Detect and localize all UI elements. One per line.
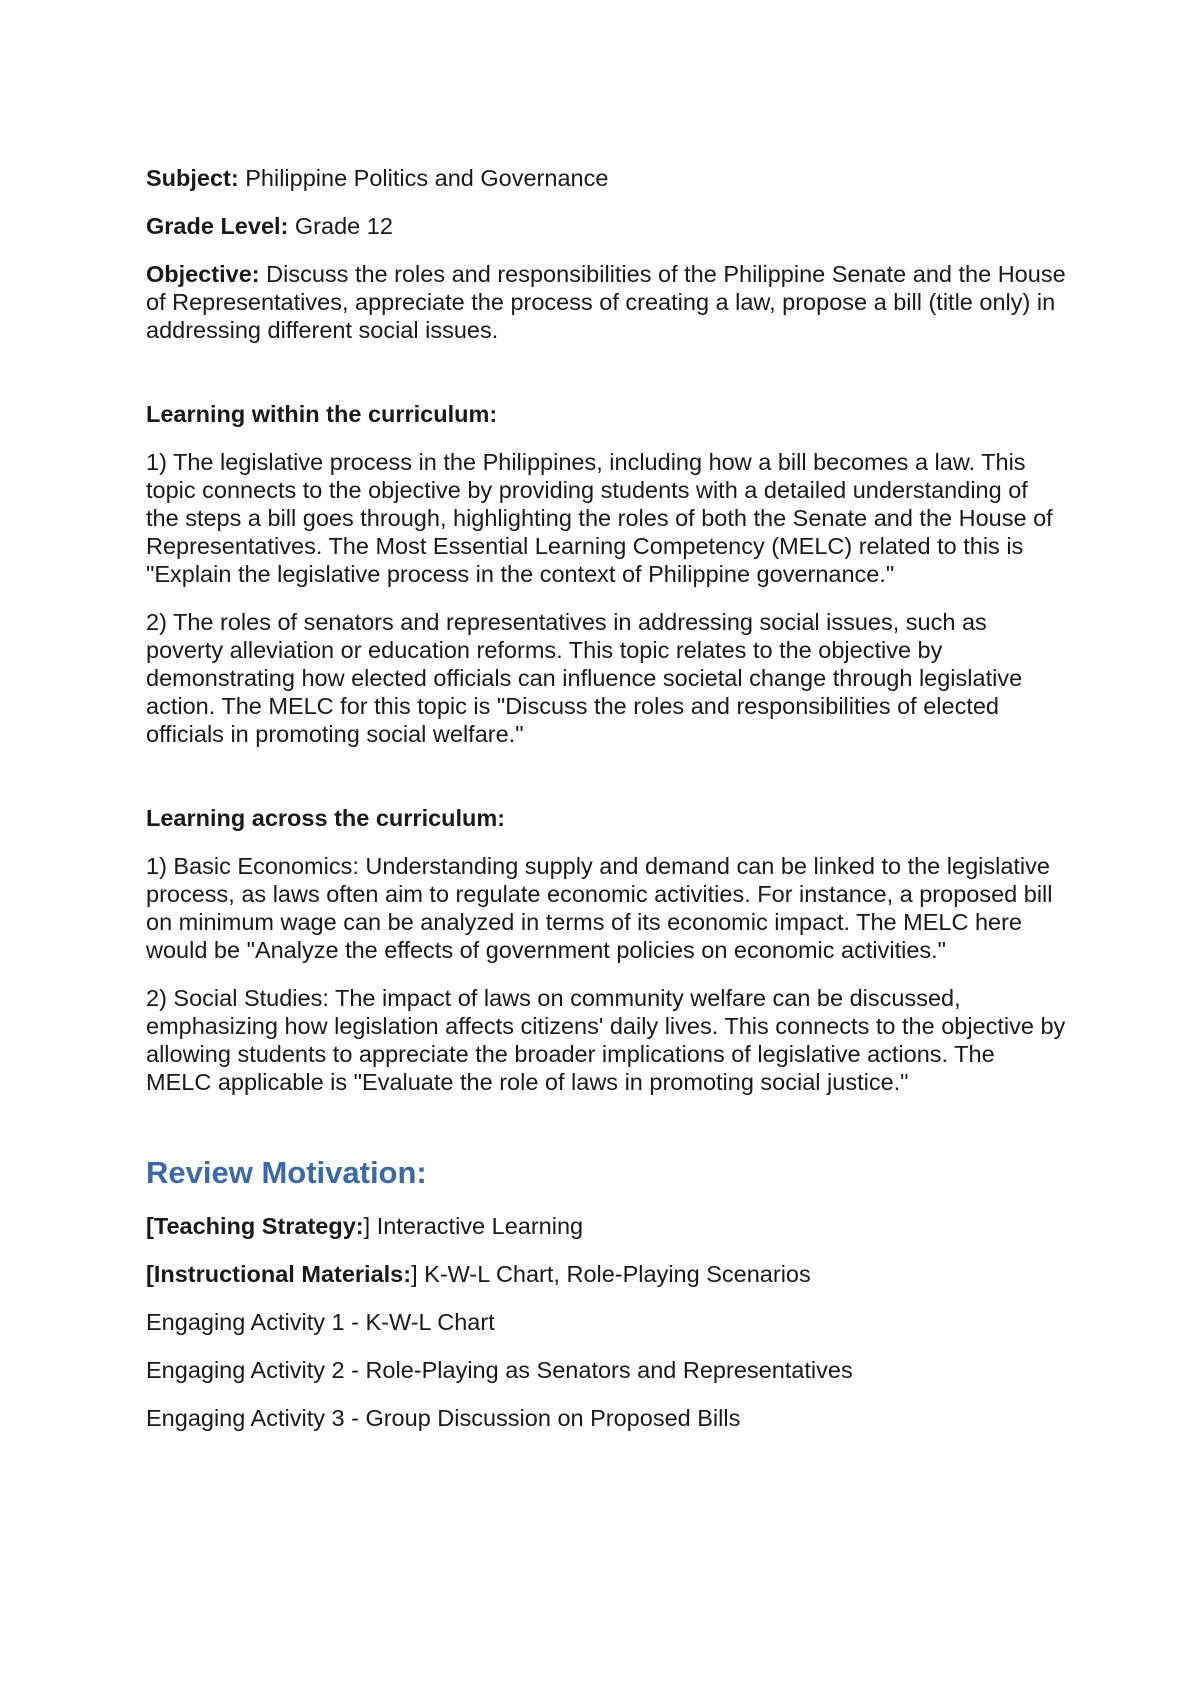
- instructional-materials-open: [: [146, 1261, 154, 1287]
- across-item-1: 1) Basic Economics: Understanding supply and demand can be linked to the legislative process, as laws often aim to regulate economic activities. For instance, a proposed bill on minimum wage can be analyzed in terms of its economic impact. The MELC here would be "Analyze the effects of government policies on economic activities.": [146, 853, 1053, 963]
- grade-level-line: [146, 212, 1066, 240]
- grade-level-label: Grade Level:: [146, 213, 289, 239]
- objective-label: Objective:: [146, 261, 260, 287]
- teaching-strategy-line: [146, 1212, 1066, 1240]
- review-motivation-heading: Review Motivation:: [146, 1155, 427, 1190]
- document-page: [146, 164, 1066, 1452]
- objective-line: [146, 260, 1066, 344]
- across-item-2: 2) Social Studies: The impact of laws on community welfare can be discussed, emphasizing how legislation affects citizens' daily lives. This connects to the objective by allowing students to appreciate the broader implications of legislative actions. The MELC applicable is "Evaluate the role of laws in promoting social justice.": [146, 985, 1066, 1095]
- instructional-materials-value: K-W-L Chart, Role-Playing Scenarios: [417, 1261, 811, 1287]
- instructional-materials-label: Instructional Materials:: [153, 1261, 412, 1287]
- instructional-materials-line: [146, 1260, 1066, 1288]
- objective-value: Discuss the roles and responsibilities of the Philippine Senate and the House of Representatives, appreciate the process of creating a law, propose a bill (title only) in addressing different social issues.: [146, 261, 1066, 343]
- across-curriculum-heading: Learning across the curriculum:: [146, 805, 506, 831]
- grade-level-value: Grade 12: [294, 213, 393, 239]
- teaching-strategy-close: ]: [363, 1213, 371, 1239]
- teaching-strategy-open: [: [146, 1213, 154, 1239]
- engaging-activity-3: Engaging Activity 3 - Group Discussion on Proposed Bills: [146, 1405, 741, 1431]
- engaging-activity-1: Engaging Activity 1 - K-W-L Chart: [146, 1309, 495, 1335]
- teaching-strategy-label: Teaching Strategy:: [153, 1213, 364, 1239]
- subject-line: [146, 164, 1066, 192]
- teaching-strategy-value: Interactive Learning: [370, 1213, 584, 1239]
- subject-value: Philippine Politics and Governance: [245, 165, 609, 191]
- within-item-1: 1) The legislative process in the Philippines, including how a bill becomes a law. This topic connects to the objective by providing students with a detailed understanding of the steps a bill goes through, highlighting the roles of both the Senate and the House of Representatives. The Most Essential Learning Competency (MELC) related to this is "Explain the legislative process in the context of Philippine governance.": [146, 449, 1053, 587]
- within-item-2: 2) The roles of senators and representatives in addressing social issues, such as poverty alleviation or education reforms. This topic relates to the objective by demonstrating how elected officials can influence societal change through legislative action. The MELC for this topic is "Discuss the roles and responsibilities of elected officials in promoting social welfare.": [146, 609, 1023, 747]
- subject-label: Subject:: [146, 165, 239, 191]
- instructional-materials-close: ]: [411, 1261, 418, 1287]
- engaging-activity-2: Engaging Activity 2 - Role-Playing as Senators and Representatives: [146, 1357, 853, 1383]
- within-curriculum-heading: Learning within the curriculum:: [146, 401, 498, 427]
